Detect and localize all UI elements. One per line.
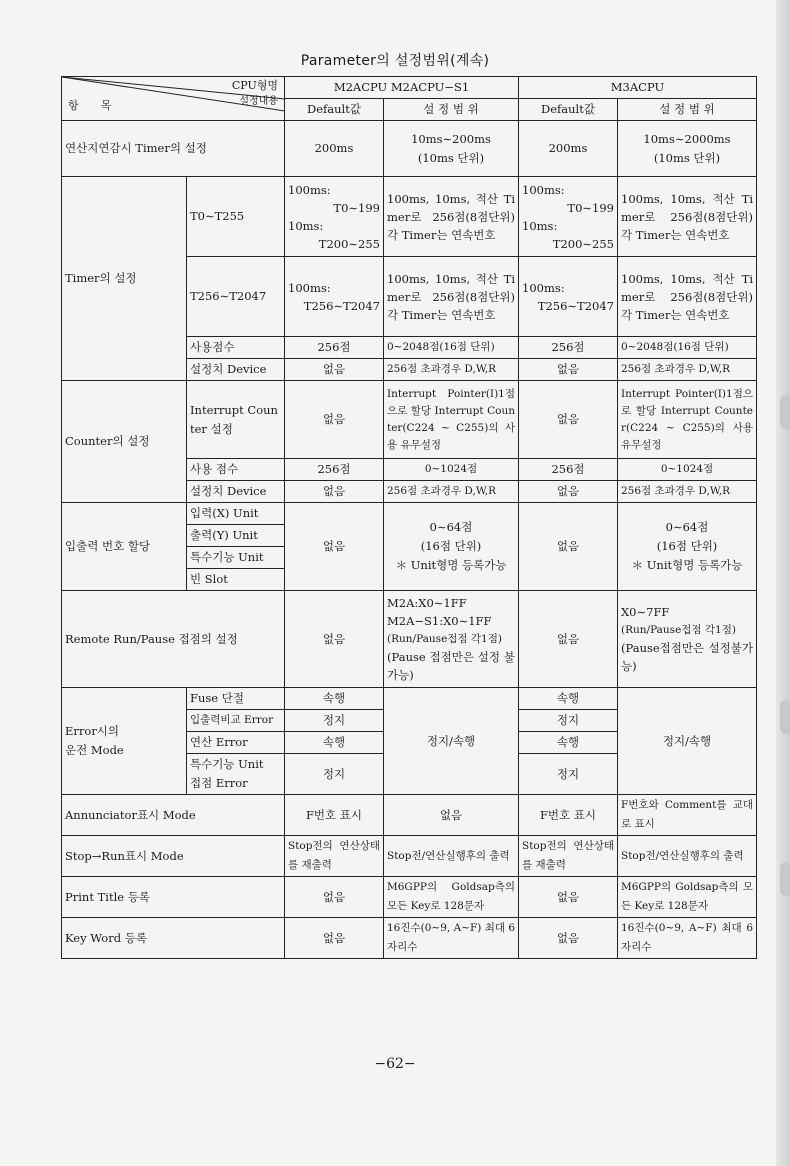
cell-range: 100ms, 10ms, 적산 Timer로 256점(8점단위) 각 Timer는 연속번호 [618, 257, 757, 337]
cell-line: ＊ Unit형명 등록가능 [395, 558, 507, 572]
cell-line: (Pause접점만은 설정불가능) [621, 641, 753, 673]
header-range: 설 정 범 위 [384, 99, 519, 121]
page-title: Parameter의 설정범위(계속) [300, 53, 490, 69]
cell-range: 0∼2048점(16점 단위) [618, 337, 757, 359]
sub-label: 빈 Slot [187, 569, 285, 591]
row-label: 입출력 번호 할당 [62, 503, 187, 591]
cell-default: 없음 [285, 359, 384, 381]
cell-line: 0∼64점 [429, 520, 473, 534]
cell-range: 10ms∼2000ms (10ms 단위) [618, 121, 757, 177]
header-item: 항 목 [68, 99, 112, 112]
cell-line: T256∼T2047 [537, 298, 614, 313]
sub-label: 사용점수 [187, 337, 285, 359]
table-row [62, 177, 757, 257]
cell-range: 100ms, 10ms, 적산 Timer로 256점(8점단위) 각 Timer는 연속번호 [618, 177, 757, 257]
sub-label: Interrupt Counter 설정 [187, 381, 285, 459]
cell-default: 없음 [285, 877, 384, 918]
cell-default: 없음 [519, 503, 618, 591]
cell-range: 100ms, 10ms, 적산 Timer로 256점(8점단위) 각 Timer는 연속번호 [384, 177, 519, 257]
sub-label: Fuse 단절 [187, 688, 285, 710]
header-range: 설 정 범 위 [618, 99, 757, 121]
row-label: Key Word 등록 [62, 918, 285, 959]
cell-range [618, 591, 757, 688]
table-row [62, 591, 757, 688]
sub-label: 연산 Error [187, 732, 285, 754]
cell-range: M6GPP의 Goldsap측의 모든 Key로 128문자 [384, 877, 519, 918]
cell-default: 200ms [519, 121, 618, 177]
cell-range: 없음 [384, 795, 519, 836]
sub-label: T256∼T2047 [187, 257, 285, 337]
cell-default: 속행 [285, 688, 384, 710]
table-row [62, 836, 757, 877]
table-row [62, 688, 757, 710]
cell-default: 없음 [285, 591, 384, 688]
page-edge-shadow [776, 0, 790, 1166]
cell-line: T0∼199 [567, 200, 614, 215]
sub-label: 입출력비교 Error [187, 710, 285, 732]
cell-default: 속행 [519, 688, 618, 710]
sub-label: 입력(X) Unit [187, 503, 285, 525]
cell-line: 100ms: [288, 280, 331, 295]
header-row [62, 77, 757, 99]
cell-default: 없음 [519, 481, 618, 503]
cell-line: M2A−S1:X0∼1FF [387, 614, 492, 628]
binder-tab [780, 395, 790, 429]
cell-range: Stop전/연산실행후의 출력 [618, 836, 757, 877]
cell-default: F번호 표시 [285, 795, 384, 836]
cell-range: 정지/속행 [618, 688, 757, 795]
header-diagonal-cell [62, 77, 285, 121]
sub-label: 설정치 Device [187, 359, 285, 381]
cell-line: (Run/Pause접점 각1점) [387, 633, 502, 645]
cell-range: 정지/속행 [384, 688, 519, 795]
sub-label: 특수기능 Unit 접점 Error [187, 754, 285, 795]
cell-default: Stop전의 연산상태를 재출력 [285, 836, 384, 877]
row-label: Stop→Run표시 Mode [62, 836, 285, 877]
row-label: Annunciator표시 Mode [62, 795, 285, 836]
sub-label: 사용 점수 [187, 459, 285, 481]
cell-line: 10ms: [522, 218, 558, 233]
cell-range: M6GPP의 Goldsap측의 모든 Key로 128문자 [618, 877, 757, 918]
row-label: Remote Run/Pause 접점의 설정 [62, 591, 285, 688]
binder-tab [780, 862, 790, 896]
cell-range: 16진수(0∼9, A∼F) 최대 6자리수 [384, 918, 519, 959]
row-label: 연산지연감시 Timer의 설정 [62, 121, 285, 177]
cell-line: (Pause 접점만은 설정 불가능) [387, 650, 515, 682]
cell-default [519, 257, 618, 337]
table-row [62, 381, 757, 459]
row-label: Error시의 운전 Mode [62, 688, 187, 795]
cell-line: 0∼64점 [665, 520, 709, 534]
cell-default: 없음 [285, 503, 384, 591]
table-row [62, 503, 757, 525]
sub-label: 출력(Y) Unit [187, 525, 285, 547]
parameter-table [61, 76, 757, 959]
cell-default: 없음 [285, 918, 384, 959]
cell-default [285, 257, 384, 337]
cell-default: 없음 [519, 381, 618, 459]
cell-default: F번호 표시 [519, 795, 618, 836]
cell-line: 10ms: [288, 218, 324, 233]
cell-range [384, 591, 519, 688]
cell-range: 256점 초과경우 D,W,R [618, 359, 757, 381]
cell-range: 256점 초과경우 D,W,R [384, 359, 519, 381]
cell-default [519, 177, 618, 257]
sub-label: 설정치 Device [187, 481, 285, 503]
cell-range [384, 503, 519, 591]
cell-default: 없음 [519, 359, 618, 381]
table-row [62, 877, 757, 918]
cell-range [618, 503, 757, 591]
cell-default: 없음 [519, 591, 618, 688]
cell-default: 정지 [285, 710, 384, 732]
header-setting: 설정내용 [239, 96, 278, 107]
cell-line: T256∼T2047 [303, 298, 380, 313]
cell-range: F번호와 Comment를 교대로 표시 [618, 795, 757, 836]
cell-range: 0∼1024점 [384, 459, 519, 481]
cell-range: 0∼1024점 [618, 459, 757, 481]
cell-default [285, 177, 384, 257]
header-group2: M3ACPU [519, 77, 757, 99]
header-default: Default값 [285, 99, 384, 121]
binder-tab [780, 700, 790, 734]
cell-range: Interrupt Pointer(I)1점으로 할당 Interrupt Counter(C224 ∼ C255)의 사용 유무설정 [384, 381, 519, 459]
cell-range: 0∼2048점(16점 단위) [384, 337, 519, 359]
cell-default: 정지 [519, 710, 618, 732]
cell-line: T200∼255 [318, 236, 380, 251]
cell-range: 100ms, 10ms, 적산 Timer로 256점(8점단위) 각 Timer는 연속번호 [384, 257, 519, 337]
header-group1: M2ACPU M2ACPU−S1 [285, 77, 519, 99]
cell-range: 10ms∼200ms (10ms 단위) [384, 121, 519, 177]
cell-line: M2A:X0∼1FF [387, 596, 467, 610]
cell-default: 200ms [285, 121, 384, 177]
cell-default: 256점 [285, 459, 384, 481]
sub-label: 특수기능 Unit [187, 547, 285, 569]
cell-default: 256점 [285, 337, 384, 359]
cell-range: Stop전/연산실행후의 출력 [384, 836, 519, 877]
cell-line: 100ms: [522, 182, 565, 197]
cell-range: 16진수(0∼9, A∼F) 최대 6자리수 [618, 918, 757, 959]
cell-line: ＊ Unit형명 등록가능 [631, 558, 743, 572]
cell-default: 정지 [519, 754, 618, 795]
row-label: Counter의 설정 [62, 381, 187, 503]
table-row [62, 121, 757, 177]
cell-line: T0∼199 [333, 200, 380, 215]
page-number: −62− [374, 1056, 416, 1072]
cell-range: Interrupt Pointer(I)1점으로 할당 Interrupt Counter(C224 ∼ C255)의 사용 유무설정 [618, 381, 757, 459]
row-label: Print Title 등록 [62, 877, 285, 918]
cell-range: 256점 초과경우 D,W,R [618, 481, 757, 503]
cell-line: (Run/Pause접점 각1점) [621, 624, 736, 636]
cell-default: 속행 [285, 732, 384, 754]
table-row [62, 918, 757, 959]
cell-default: 없음 [285, 481, 384, 503]
row-label: Timer의 설정 [62, 177, 187, 381]
cell-default: 없음 [519, 918, 618, 959]
cell-line: 100ms: [522, 280, 565, 295]
cell-default: 없음 [519, 877, 618, 918]
cell-line: T200∼255 [552, 236, 614, 251]
cell-line: X0∼7FF [621, 605, 670, 619]
cell-default: 256점 [519, 337, 618, 359]
cell-default: 없음 [285, 381, 384, 459]
header-cpu-type: CPU형명 [231, 79, 278, 92]
cell-line: (16점 단위) [420, 539, 482, 553]
sub-label: T0∼T255 [187, 177, 285, 257]
cell-default: 속행 [519, 732, 618, 754]
cell-line: (16점 단위) [656, 539, 718, 553]
cell-default: 정지 [285, 754, 384, 795]
cell-line: 100ms: [288, 182, 331, 197]
cell-range: 256점 초과경우 D,W,R [384, 481, 519, 503]
cell-default: Stop전의 연산상태를 재출력 [519, 836, 618, 877]
cell-default: 256점 [519, 459, 618, 481]
table-row [62, 795, 757, 836]
header-default: Default값 [519, 99, 618, 121]
